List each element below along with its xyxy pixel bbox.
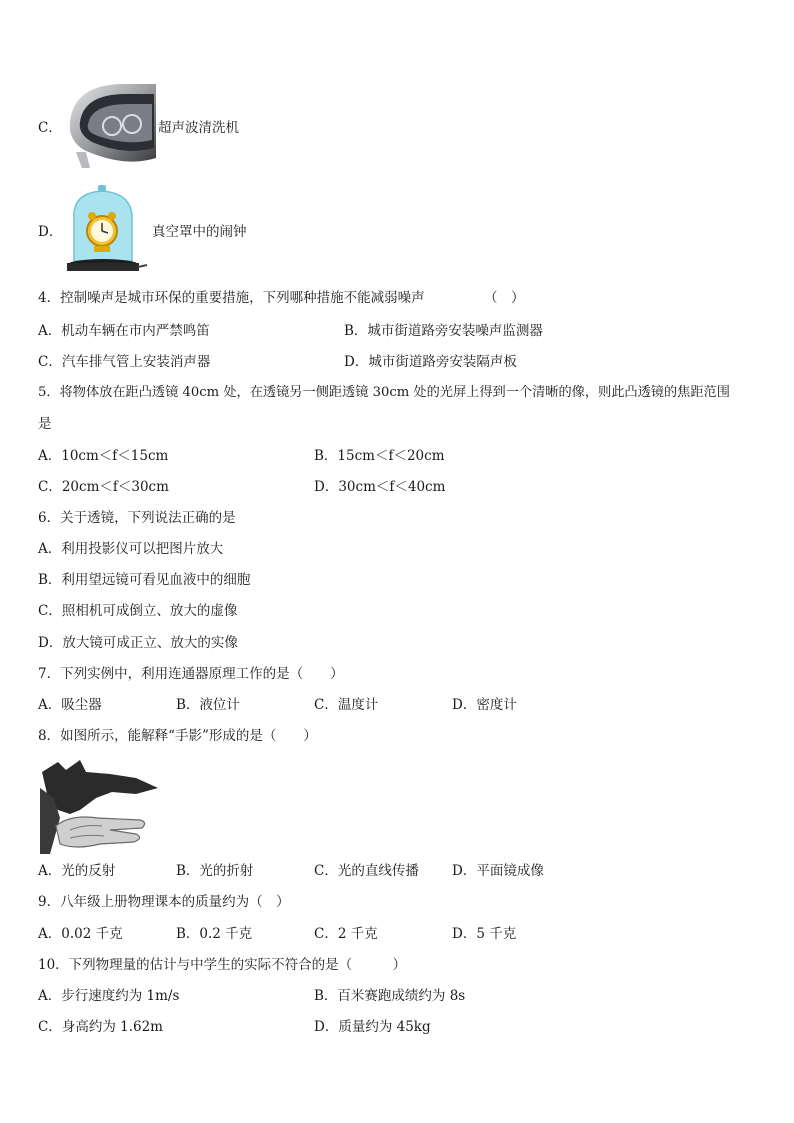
option-d-label: D． <box>38 224 63 240</box>
bell-jar-clock-image <box>64 185 148 277</box>
q8-option-b: B．光的折射 <box>176 863 254 879</box>
q6-option-d: D．放大镜可成正立、放大的实像 <box>38 635 238 651</box>
q4-answer-paren: （ ） <box>484 290 525 306</box>
option-c-label: C． <box>38 120 62 136</box>
q10-option-d: D．质量约为 45kg <box>314 1019 431 1035</box>
q6-option-b: B．利用望远镜可看见血液中的细胞 <box>38 572 251 588</box>
q8-stem: 8．如图所示，能解释“手影”形成的是（ ） <box>38 728 317 744</box>
q10-option-b: B．百米赛跑成绩约为 8s <box>314 988 466 1004</box>
ultrasonic-cleaner-image <box>64 82 156 172</box>
q9-stem: 9．八年级上册物理课本的质量约为（ ） <box>38 894 290 910</box>
q10-option-a: A．步行速度约为 1m/s <box>38 988 180 1004</box>
q4-stem <box>38 289 425 307</box>
q9-option-d: D．5 千克 <box>452 926 517 942</box>
q4-stem-text: 4．控制噪声是城市环保的重要措施，下列哪种措施不能减弱噪声 <box>38 290 425 306</box>
q4-option-c: C．汽车排气管上安装消声器 <box>38 354 211 370</box>
q9-option-b: B．0.2 千克 <box>176 926 253 942</box>
q5-option-c: C．20cm＜f＜30cm <box>38 479 169 495</box>
q10-option-c: C．身高约为 1.62m <box>38 1019 163 1035</box>
q4-option-b: B．城市街道路旁安装噪声监测器 <box>344 323 543 339</box>
option-c-caption: 超声波清洗机 <box>158 120 239 136</box>
q9-option-c: C．2 千克 <box>314 926 378 942</box>
q5-stem-line1: 5．将物体放在距凸透镜 40cm 处，在透镜另一侧距透镜 30cm 处的光屏上得到一个清晰的像，则此凸透镜的焦距范围 <box>38 385 730 400</box>
q8-option-c: C．光的直线传播 <box>314 863 419 879</box>
q7-option-d: D．密度计 <box>452 697 517 713</box>
q4-option-a: A．机动车辆在市内严禁鸣笛 <box>38 323 210 339</box>
q7-stem: 7．下列实例中，利用连通器原理工作的是（ ） <box>38 666 344 682</box>
q4-option-d: D．城市街道路旁安装隔声板 <box>344 354 517 370</box>
q6-option-c: C．照相机可成倒立、放大的虚像 <box>38 603 238 619</box>
q7-option-c: C．温度计 <box>314 697 379 713</box>
q5-option-d: D．30cm＜f＜40cm <box>314 479 446 495</box>
q10-stem: 10．下列物理量的估计与中学生的实际不符合的是（ ） <box>38 957 407 973</box>
q6-option-a: A．利用投影仪可以把图片放大 <box>38 541 224 557</box>
q7-option-a: A．吸尘器 <box>38 697 102 713</box>
q8-option-a: A．光的反射 <box>38 863 116 879</box>
q7-option-b: B．液位计 <box>176 697 240 713</box>
option-d-caption: 真空罩中的闹钟 <box>152 224 247 240</box>
q8-option-d: D．平面镜成像 <box>452 863 544 879</box>
q6-stem: 6．关于透镜，下列说法正确的是 <box>38 510 236 526</box>
q5-stem-line2: 是 <box>38 416 52 432</box>
hand-shadow-image <box>40 758 162 854</box>
q5-option-b: B．15cm＜f＜20cm <box>314 448 445 464</box>
q5-option-a: A．10cm＜f＜15cm <box>38 448 169 464</box>
q9-option-a: A．0.02 千克 <box>38 926 123 942</box>
